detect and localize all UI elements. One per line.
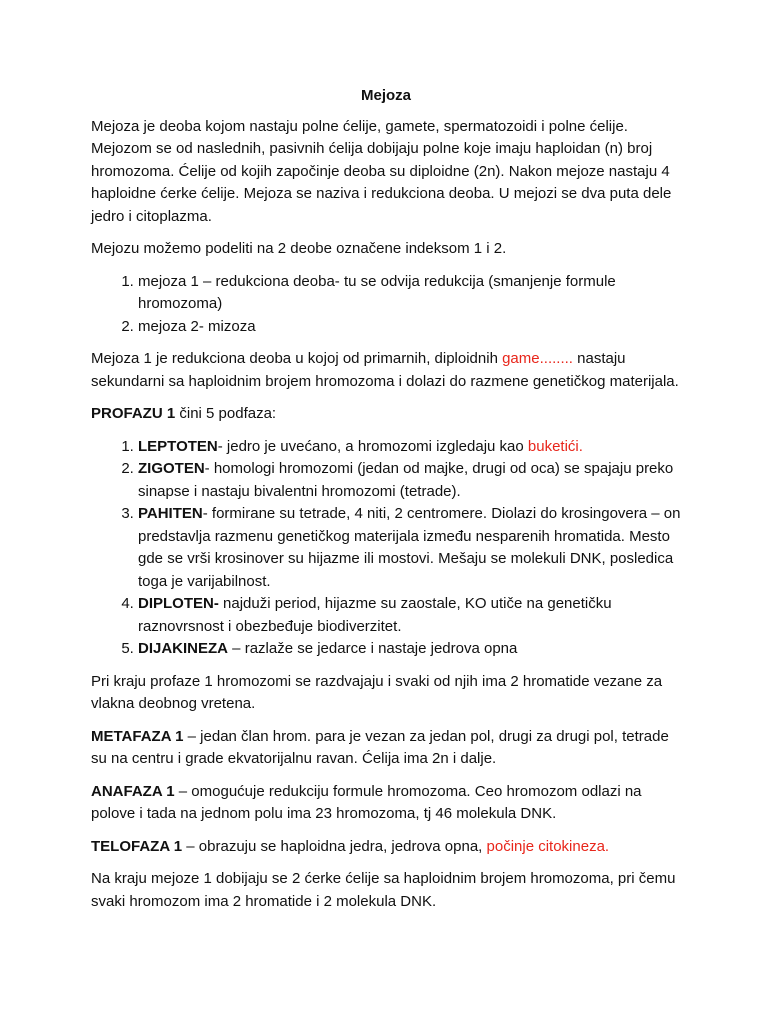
anafaza-term: ANAFAZA 1 (91, 782, 175, 800)
end-profaza-paragraph: Pri kraju profaze 1 hromozomi se razdvajaju i svaki od njih ima 2 hromatide vezane za vlakna deobnog vretena. (91, 672, 663, 712)
profaza-heading (91, 403, 681, 426)
telofaza-paragraph (91, 836, 681, 859)
list-item (138, 503, 681, 593)
phase-text: - jedro je uvećano, a hromozomi izgledaju kao (217, 437, 528, 455)
metafaza-text: – jedan član hrom. para je vezan za jedan pol, drugi za drugi pol, tetrade su na centru i grade ekvatorijalnu ravan. Ćelija ima 2n i dalje. (91, 727, 669, 767)
division-list (91, 271, 681, 339)
phase-text: - homologi hromozomi (jedan od majke, drugi od oca) se spajaju preko sinapse i nastaju bivalentni hromozomi (tetrade). (138, 460, 674, 500)
document-title: Mejoza (360, 87, 411, 104)
telofaza-highlight: počinje citokineza. (486, 837, 610, 855)
phase-term: LEPTOTEN (138, 437, 218, 455)
phase-text: najduži period, hijazme su zaostale, KO utiče na genetičku raznovrsnost i obezbeđuje biodiverzitet. (138, 595, 612, 635)
phase-text: - formirane su tetrade, 4 niti, 2 centromere. Diolazi do krosingovera – on predstavlja razmenu genetičkog materijala između nesparenih hromatida. Mesto gde se vrši krosinover su hijazme ili mostovi. Mešaju se molekuli DNK, posledica toga je varijabilnost. (138, 505, 681, 590)
intro-paragraph: Mejoza je deoba kojom nastaju polne ćelije, gamete, spermatozoidi i polne ćelije. Mejozom se od naslednih, pasivnih ćelija dobijaju polne koje imaju haploidan (n) broj hromozoma. Ćelije od kojih započinje deoba su diploidne (2n). Nakon mejoze nastaju 4 haploidne ćerke ćelije. Mejoza se naziva i redukciona deoba. U mejozi se dva puta dele jedro i citoplazma. (91, 117, 672, 225)
profaza-heading-term: PROFAZU 1 (91, 405, 176, 422)
telofaza-term: TELOFAZA 1 (91, 837, 183, 855)
phase-term: ZIGOTEN (138, 460, 205, 477)
mejoza1-text-after: nastaju sekundarni sa haploidnim brojem hromozoma i dolazi do razmene genetičkog materijala. (91, 350, 679, 390)
phase-term: PAHITEN (138, 505, 203, 522)
phase-highlight: buketići. (527, 437, 583, 455)
telofaza-text: – obrazuju se haploidna jedra, jedrova opna, (182, 837, 487, 855)
document-page (91, 85, 681, 923)
list-item: 2. mejoza 2- mizoza (138, 316, 681, 339)
metafaza-paragraph (91, 726, 681, 771)
mejoza1-text-before: Mejoza 1 je redukciona deoba u kojoj od primarnih, diploidnih (91, 350, 503, 367)
division-paragraph: Mejozu možemo podeliti na 2 deobe označene indeksom 1 i 2. (91, 240, 507, 257)
list-item: 1. mejoza 1 – redukciona deoba- tu se odvija redukcija (smanjenje formule hromozoma) (138, 271, 681, 316)
anafaza-text: – omogućuje redukciju formule hromozoma. Ceo hromozom odlazi na polove i tada na jednom polu ima 23 hromozoma, tj 46 molekula DNK. (91, 782, 642, 822)
phase-text: – razlaže se jedarce i nastaje jedrova opna (228, 640, 518, 657)
profaza-list (91, 436, 681, 661)
phase-term: DIPLOTEN- (138, 595, 219, 612)
phase-term: DIJAKINEZA (138, 640, 229, 657)
profaza-heading-rest: čini 5 podfaza: (175, 405, 277, 422)
metafaza-term: METAFAZA 1 (91, 727, 184, 745)
list-item (138, 458, 681, 503)
list-item (138, 638, 681, 661)
mejoza1-paragraph (91, 348, 681, 393)
mejoza1-highlight: game........ (502, 350, 573, 367)
list-item (138, 436, 681, 459)
list-item (138, 593, 681, 638)
conclusion-paragraph: Na kraju mejoze 1 dobijaju se 2 ćerke ćelije sa haploidnim brojem hromozoma, pri čemu svaki hromozom ima 2 hromatide i 2 molekula DNK. (91, 870, 676, 910)
anafaza-paragraph (91, 781, 681, 826)
